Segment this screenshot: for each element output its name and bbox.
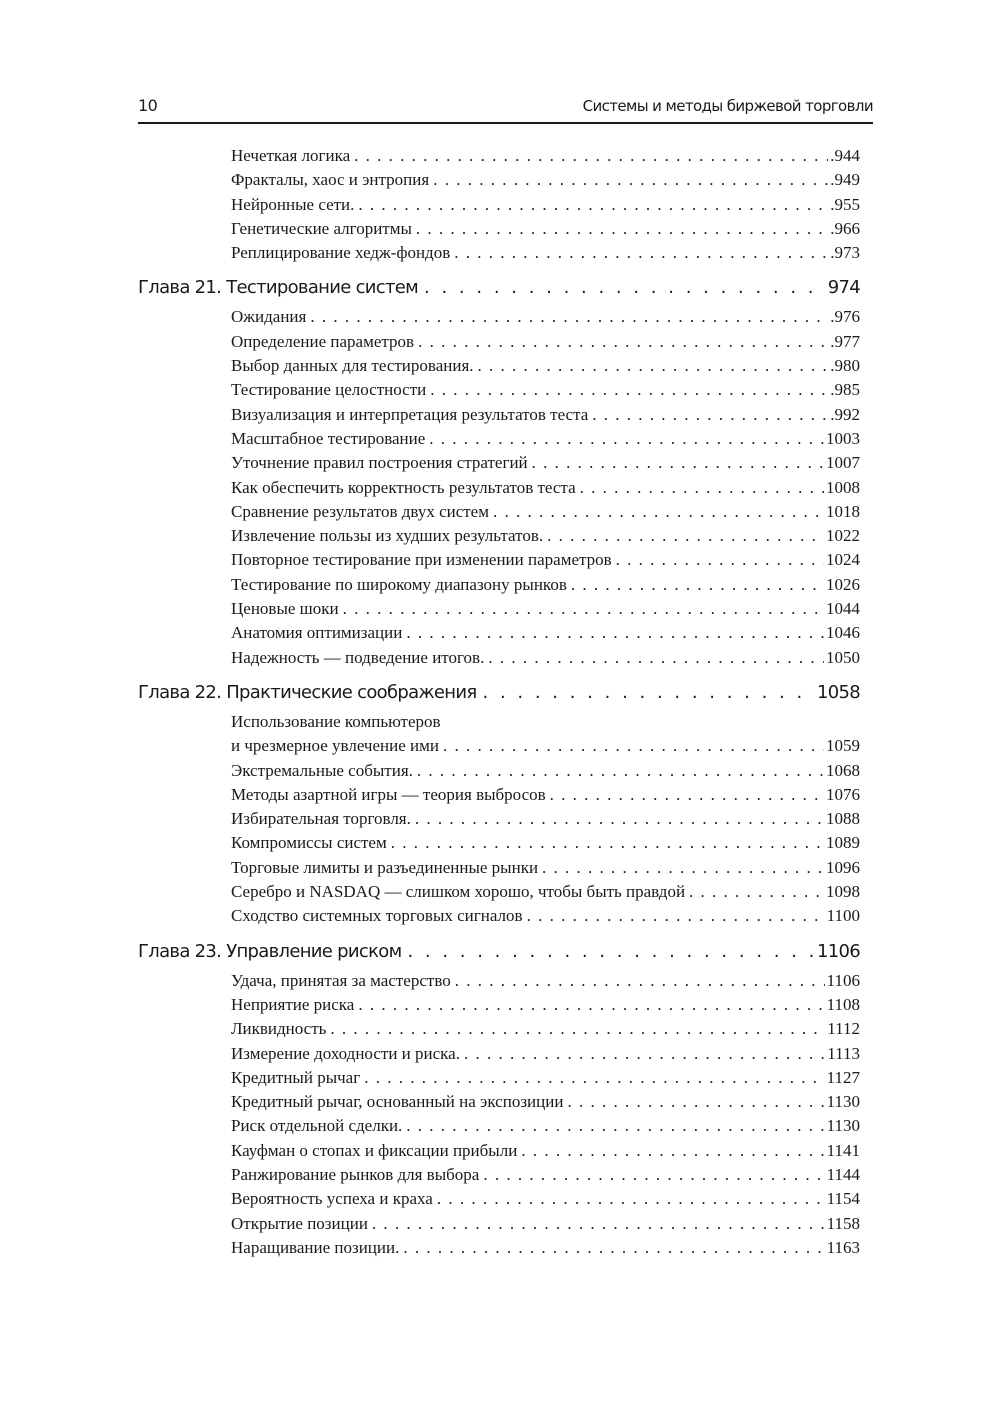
toc-entry-page: 1022: [826, 526, 860, 546]
toc-entry-title: Генетические алгоритмы: [231, 218, 412, 238]
toc-entry[interactable]: [138, 831, 860, 855]
dot-leader: [580, 476, 824, 500]
toc-entry[interactable]: [138, 1187, 860, 1211]
page-number: 10: [138, 96, 158, 115]
chapter-title: Глава 21. Тестирование систем: [138, 277, 419, 299]
table-of-contents: [138, 144, 860, 1264]
toc-entry-page: 1068: [826, 760, 860, 780]
chapter-21: [138, 273, 860, 669]
toc-entry-title: Масштабное тестирование: [231, 428, 426, 448]
chapter-heading[interactable]: [138, 273, 860, 303]
toc-entry-page: .976: [830, 307, 860, 327]
toc-entry-title: Ожидания: [231, 307, 307, 327]
toc-entry-page: 1113: [827, 1043, 860, 1063]
toc-entry-page: .966: [830, 218, 860, 238]
toc-entry-page: 1144: [826, 1164, 860, 1184]
toc-entry-title: Кауфман о стопах и фиксации прибыли: [231, 1140, 518, 1160]
toc-entry-title: Сравнение результатов двух систем: [231, 501, 489, 521]
toc-entry[interactable]: [138, 476, 860, 500]
dot-leader: [358, 993, 824, 1017]
dot-leader: [364, 1066, 824, 1090]
toc-entry[interactable]: [138, 597, 860, 621]
dot-leader: [437, 1187, 825, 1211]
toc-entry[interactable]: [138, 904, 860, 928]
dot-leader: [616, 548, 824, 572]
toc-entry-page: 1088: [826, 809, 860, 829]
dot-leader: [358, 193, 828, 217]
toc-entry-page: 1130: [826, 1116, 860, 1136]
toc-entry-title: Кредитный рычаг, основанный на экспозиции: [231, 1092, 564, 1112]
toc-entry-title: Ценовые шоки: [231, 599, 339, 619]
toc-entry[interactable]: [138, 144, 860, 168]
toc-entry-page: 1106: [826, 970, 860, 990]
toc-entry[interactable]: [138, 1139, 860, 1163]
chapter-22: [138, 678, 860, 929]
dot-leader: [372, 1212, 825, 1236]
dot-leader: [592, 403, 828, 427]
toc-entry[interactable]: [138, 403, 860, 427]
toc-entry-page: 1003: [826, 428, 860, 448]
toc-entry[interactable]: [138, 621, 860, 645]
toc-entry-page: 1154: [826, 1189, 860, 1209]
dot-leader: [483, 678, 815, 708]
toc-entry[interactable]: [138, 427, 860, 451]
toc-entry[interactable]: [138, 500, 860, 524]
dot-leader: [433, 168, 828, 192]
toc-entry-title: Вероятность успеха и краха: [231, 1189, 433, 1209]
toc-entry-page: 1046: [826, 623, 860, 643]
toc-entry-multiline[interactable]: [138, 710, 860, 759]
dot-leader: [343, 597, 824, 621]
toc-entry-page: 1141: [826, 1140, 860, 1160]
toc-entry-title: Удача, принятая за мастерство: [231, 970, 451, 990]
chapter-23: [138, 937, 860, 1261]
toc-entry-title: Визуализация и интерпретация результатов теста: [231, 404, 589, 424]
toc-entry-page: .980: [830, 356, 860, 376]
chapter-heading[interactable]: [138, 678, 860, 708]
chapter-title: Глава 23. Управление риском: [138, 940, 402, 962]
toc-entry-title: Компромиссы систем: [231, 833, 387, 853]
toc-entry[interactable]: [138, 241, 860, 265]
toc-entry[interactable]: [138, 969, 860, 993]
toc-entry[interactable]: [138, 993, 860, 1017]
toc-entry[interactable]: [138, 378, 860, 402]
dot-leader: [478, 354, 829, 378]
toc-entry-title: и чрезмерное увлечение ими: [231, 736, 439, 756]
chapter-page: 1106: [816, 940, 860, 962]
dot-leader: [406, 1114, 824, 1138]
toc-entry-page: .955: [830, 194, 860, 214]
toc-entry-title: Ликвидность: [231, 1019, 327, 1039]
toc-entry-page: 1018: [826, 501, 860, 521]
toc-entry-title: Тестирование целостности: [231, 380, 427, 400]
toc-entry[interactable]: [138, 1114, 860, 1138]
toc-entry-page: 1007: [826, 453, 860, 473]
toc-entry[interactable]: [138, 354, 860, 378]
toc-entry-page: 1050: [826, 647, 860, 667]
dot-leader: [416, 217, 828, 241]
chapter-page: 1058: [816, 681, 860, 703]
toc-entry-page: 1059: [826, 736, 860, 756]
dot-leader: [429, 427, 824, 451]
toc-entry-title: Открытие позиции: [231, 1213, 368, 1233]
dot-leader: [417, 759, 824, 783]
toc-entry[interactable]: [138, 548, 860, 572]
dot-leader: [415, 807, 824, 831]
toc-entry[interactable]: [138, 1163, 860, 1187]
toc-entry-page: 1024: [826, 550, 860, 570]
toc-entry-title: Определение параметров: [231, 331, 415, 351]
dot-leader: [454, 241, 828, 265]
toc-entry-title: Анатомия оптимизации: [231, 623, 403, 643]
toc-entry-title: Нейронные сети.: [231, 194, 355, 214]
toc-entry-title-line1: Использование компьютеров: [231, 711, 441, 731]
toc-entry-title: Измерение доходности и риска.: [231, 1043, 460, 1063]
toc-entry[interactable]: [138, 193, 860, 217]
dot-leader: [532, 451, 824, 475]
intro-items: [138, 144, 860, 265]
dot-leader: [527, 904, 825, 928]
toc-entry[interactable]: [138, 880, 860, 904]
toc-entry-page: 1044: [826, 599, 860, 619]
dot-leader: [567, 1090, 824, 1114]
toc-entry-page: 1008: [826, 477, 860, 497]
dot-leader: [310, 305, 828, 329]
toc-entry-page: 1112: [827, 1019, 860, 1039]
toc-entry-title: Серебро и NASDAQ — слишком хорошо, чтобы быть правдой: [231, 882, 686, 902]
dot-leader: [483, 1163, 824, 1187]
toc-entry[interactable]: [138, 573, 860, 597]
chapter-title: Глава 22. Практические соображения: [138, 681, 477, 703]
toc-entry[interactable]: [138, 1236, 860, 1260]
toc-entry-title: Сходство системных торговых сигналов: [231, 906, 523, 926]
toc-entry[interactable]: [138, 1042, 860, 1066]
dot-leader: [430, 378, 828, 402]
dot-leader: [403, 1236, 824, 1260]
toc-entry-title: Выбор данных для тестирования.: [231, 356, 474, 376]
toc-entry-title: Кредитный рычаг: [231, 1067, 361, 1087]
toc-entry[interactable]: [138, 217, 860, 241]
toc-entry-page: 1089: [826, 833, 860, 853]
toc-entry[interactable]: [138, 1090, 860, 1114]
toc-entry[interactable]: [138, 1212, 860, 1236]
toc-entry-page: .944: [830, 146, 860, 165]
toc-entry-title: Неприятие риска: [231, 994, 355, 1014]
toc-entry[interactable]: [138, 1066, 860, 1090]
dot-leader: [418, 330, 828, 354]
dot-leader: [424, 273, 826, 303]
toc-entry-page: 1096: [826, 857, 860, 877]
toc-entry[interactable]: [138, 646, 860, 670]
dot-leader: [493, 500, 824, 524]
dot-leader: [521, 1139, 824, 1163]
toc-entry-title: Как обеспечить корректность результатов теста: [231, 477, 576, 497]
toc-entry-title: Риск отдельной сделки.: [231, 1116, 403, 1136]
dot-leader: [391, 831, 824, 855]
dot-leader: [464, 1042, 825, 1066]
toc-entry-title: Фракталы, хаос и энтропия: [231, 170, 430, 190]
toc-entry-title: Надежность — подведение итогов.: [231, 647, 485, 667]
toc-entry-page: 1127: [826, 1067, 860, 1087]
toc-entry[interactable]: [138, 524, 860, 548]
toc-entry[interactable]: [138, 856, 860, 880]
toc-entry-title: Извлечение пользы из худших результатов.: [231, 526, 544, 546]
toc-entry-title: Методы азартной игры — теория выбросов: [231, 784, 546, 804]
page-header: [138, 92, 873, 124]
toc-entry-title: Нечеткая логика: [231, 146, 351, 165]
dot-leader: [354, 144, 828, 168]
toc-entry-page: 1098: [826, 882, 860, 902]
dot-leader: [571, 573, 824, 597]
toc-entry-title: Уточнение правил построения стратегий: [231, 453, 528, 473]
toc-entry-page: 1108: [826, 994, 860, 1014]
dot-leader: [407, 937, 815, 967]
dot-leader: [330, 1017, 825, 1041]
toc-entry-page: 1076: [826, 784, 860, 804]
dot-leader: [689, 880, 824, 904]
toc-entry-page: 1158: [826, 1213, 860, 1233]
toc-entry-page: .949: [830, 170, 860, 190]
toc-entry-title: Наращивание позиции.: [231, 1237, 400, 1257]
toc-entry-page: .977: [830, 331, 860, 351]
dot-leader: [542, 856, 824, 880]
toc-entry[interactable]: [138, 451, 860, 475]
toc-entry-page: 1163: [826, 1237, 860, 1257]
toc-entry-title: Экстремальные события.: [231, 760, 413, 780]
dot-leader: [406, 621, 824, 645]
toc-entry[interactable]: [138, 759, 860, 783]
toc-entry[interactable]: [138, 305, 860, 329]
running-title: Системы и методы биржевой торговли: [582, 97, 873, 115]
dot-leader: [547, 524, 824, 548]
dot-leader: [488, 646, 824, 670]
chapter-heading[interactable]: [138, 937, 860, 967]
toc-entry-title: Торговые лимиты и разъединенные рынки: [231, 857, 539, 877]
toc-entry[interactable]: [138, 783, 860, 807]
dot-leader: [455, 969, 825, 993]
toc-entry-title: Ранжирование рынков для выбора: [231, 1164, 480, 1184]
chapter-page: 974: [827, 277, 860, 299]
toc-entry-page: 1130: [826, 1092, 860, 1112]
toc-entry[interactable]: [138, 807, 860, 831]
toc-entry-page: .992: [830, 404, 860, 424]
toc-entry-page: 1026: [826, 574, 860, 594]
toc-entry-title: Избирательная торговля.: [231, 809, 411, 829]
toc-entry[interactable]: [138, 1017, 860, 1041]
dot-leader: [550, 783, 824, 807]
toc-entry-title: Повторное тестирование при изменении параметров: [231, 550, 612, 570]
toc-entry-title: Реплицирование хедж-фондов: [231, 243, 451, 263]
toc-entry-page: .985: [830, 380, 860, 400]
toc-entry[interactable]: [138, 330, 860, 354]
toc-entry-page: .973: [830, 243, 860, 263]
toc-entry-title: Тестирование по широкому диапазону рынков: [231, 574, 567, 594]
dot-leader: [443, 734, 824, 758]
toc-entry[interactable]: [138, 168, 860, 192]
toc-entry-page: 1100: [826, 906, 860, 926]
